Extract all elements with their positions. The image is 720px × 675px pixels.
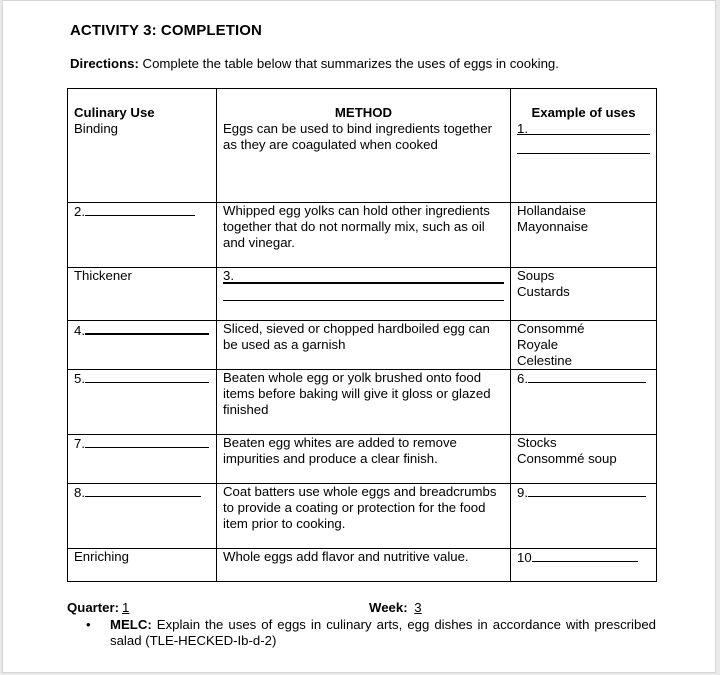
cell-use: Thickener bbox=[68, 267, 217, 320]
answer-1-blank[interactable] bbox=[517, 134, 650, 135]
bullet-icon: • bbox=[86, 617, 91, 632]
cell-example: Hollandaise Mayonnaise bbox=[511, 202, 657, 267]
answer-3-label: 3. bbox=[223, 267, 234, 283]
cell-use[interactable] bbox=[68, 320, 217, 369]
table-row bbox=[68, 267, 657, 320]
egg-uses-table bbox=[67, 88, 657, 582]
directions bbox=[70, 56, 559, 71]
answer-10-blank[interactable] bbox=[532, 549, 638, 562]
melc-label: MELC: bbox=[110, 617, 152, 632]
cell-use: Enriching bbox=[68, 548, 217, 581]
quarter-label: Quarter: bbox=[67, 600, 120, 615]
table-row bbox=[68, 369, 657, 434]
cell-method: Coat batters use whole eggs and breadcrumbs to provide a coating or protection for the food item prior to cooking. bbox=[217, 483, 511, 548]
week-label: Week: bbox=[369, 600, 408, 615]
directions-label: Directions: bbox=[70, 56, 139, 71]
cell-method: Beaten egg whites are added to remove impurities and produce a clear finish. bbox=[217, 434, 511, 483]
cell-use[interactable] bbox=[68, 434, 217, 483]
cell-example[interactable] bbox=[511, 548, 657, 581]
activity-title: ACTIVITY 3: COMPLETION bbox=[70, 22, 262, 39]
answer-6-blank[interactable] bbox=[528, 370, 646, 383]
answer-5-blank[interactable] bbox=[85, 370, 209, 383]
answer-1-label: 1. bbox=[517, 121, 528, 136]
cell-example[interactable] bbox=[511, 121, 657, 202]
header-example: Example of uses bbox=[511, 89, 657, 122]
melc-body: Explain the uses of eggs in culinary arts, egg dishes in accordance with prescribed salad (TLE-HECKED-Ib-d-2) bbox=[110, 617, 656, 648]
cell-method: Beaten whole egg or yolk brushed onto food items before baking will give it gloss or glazed finished bbox=[217, 369, 511, 434]
table-row bbox=[68, 548, 657, 581]
answer-2-blank[interactable] bbox=[85, 203, 195, 216]
answer-9-label: 9. bbox=[517, 484, 528, 500]
header-culinary-use: Culinary Use bbox=[68, 89, 217, 122]
cell-example: Soups Custards bbox=[511, 267, 657, 320]
cell-example: Stocks Consommé soup bbox=[511, 434, 657, 483]
week-line bbox=[369, 600, 425, 615]
melc-text bbox=[110, 617, 656, 649]
quarter-line bbox=[67, 600, 132, 615]
answer-4-label: 4. bbox=[74, 322, 85, 338]
cell-method: Whole eggs add flavor and nutritive value. bbox=[217, 548, 511, 581]
quarter-value: 1 bbox=[122, 600, 130, 615]
answer-8-label: 8. bbox=[74, 484, 85, 500]
answer-7-blank[interactable] bbox=[85, 435, 209, 448]
answer-4-blank[interactable] bbox=[85, 321, 209, 335]
answer-6-label: 6. bbox=[517, 370, 528, 386]
cell-use[interactable] bbox=[68, 202, 217, 267]
cell-example: Consommé Royale Celestine bbox=[511, 320, 657, 369]
answer-1-blank-2[interactable] bbox=[517, 153, 650, 154]
cell-method: Sliced, sieved or chopped hardboiled egg can be used as a garnish bbox=[217, 320, 511, 369]
table-row bbox=[68, 121, 657, 202]
cell-example[interactable] bbox=[511, 369, 657, 434]
cell-use[interactable] bbox=[68, 483, 217, 548]
table-row bbox=[68, 202, 657, 267]
cell-method: Eggs can be used to bind ingredients together as they are coagulated when cooked bbox=[217, 121, 511, 202]
cell-use[interactable] bbox=[68, 369, 217, 434]
answer-8-blank[interactable] bbox=[85, 484, 201, 497]
answer-7-label: 7. bbox=[74, 435, 85, 451]
table-row bbox=[68, 434, 657, 483]
answer-10-label: 10 bbox=[517, 549, 532, 565]
answer-5-label: 5. bbox=[74, 370, 85, 386]
table-row bbox=[68, 483, 657, 548]
cell-method[interactable] bbox=[217, 267, 511, 320]
answer-3-blank-2[interactable] bbox=[223, 300, 504, 301]
directions-text: Complete the table below that summarizes the uses of eggs in cooking. bbox=[138, 56, 559, 71]
answer-9-blank[interactable] bbox=[528, 484, 646, 497]
week-value: 3 bbox=[414, 600, 422, 615]
cell-method: Whipped egg yolks can hold other ingredients together that do not normally mix, such as oil and vinegar. bbox=[217, 202, 511, 267]
cell-example[interactable] bbox=[511, 483, 657, 548]
header-method: METHOD bbox=[217, 89, 511, 122]
table-row bbox=[68, 320, 657, 369]
cell-use: Binding bbox=[68, 121, 217, 202]
answer-2-label: 2. bbox=[74, 203, 85, 219]
answer-3-blank[interactable] bbox=[223, 282, 504, 284]
table-header-row bbox=[68, 89, 657, 122]
